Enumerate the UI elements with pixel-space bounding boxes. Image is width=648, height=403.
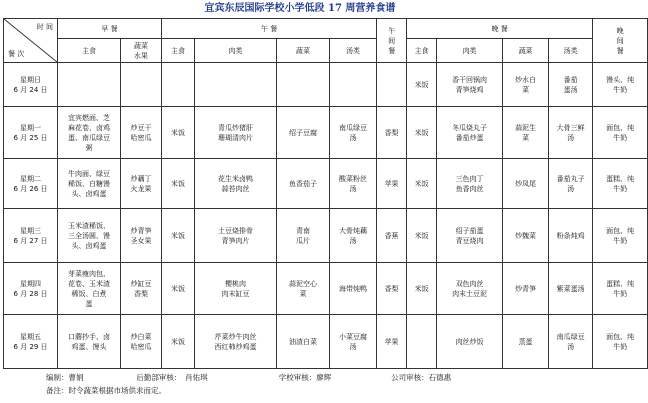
table-row [4, 107, 648, 159]
day-cell: 星期四 6 月 28 日 [4, 263, 58, 315]
lunch-soup-cell: 海带炖鸭 [330, 263, 377, 315]
dinner-soup-cell: 番茄 蛋汤 [549, 63, 593, 107]
lunch-soup-cell: 酸菜粉丝 汤 [330, 159, 377, 209]
day-cell: 星期三 6 月 27 日 [4, 209, 58, 263]
company-review-label: 公司审核：石德惠 [391, 373, 452, 382]
subheader-dinner-staple: 主食 [407, 39, 437, 63]
night-snack-cell: 蛋糕、纯 牛奶 [593, 159, 648, 209]
corner-header [4, 19, 58, 63]
subheader-dinner-soup: 汤类 [549, 39, 593, 63]
breakfast-veg-cell [121, 63, 162, 107]
lunch-staple-cell: 米饭 [162, 159, 195, 209]
dinner-veg-cell: 炒水白 菜 [503, 63, 549, 107]
night-snack-cell: 面包、纯 牛奶 [593, 107, 648, 159]
subheader-lunch-staple: 主食 [162, 39, 195, 63]
subheader-dinner-meat: 肉类 [437, 39, 503, 63]
header-breakfast: 早 餐 [58, 19, 162, 39]
dinner-soup-cell: 粉条炖鸡 [549, 209, 593, 263]
dinner-soup-cell: 紫菜蛋汤 [549, 263, 593, 315]
snack-cell: 香蕉 [377, 209, 407, 263]
dinner-veg-cell: 炒凤尾 [503, 159, 549, 209]
lunch-soup-cell [330, 63, 377, 107]
snack-cell [377, 63, 407, 107]
night-snack-cell: 馒头、纯 牛奶 [593, 63, 648, 107]
breakfast-staple-cell [58, 63, 121, 107]
dinner-veg-cell: 炒魏菜 [503, 209, 549, 263]
dinner-staple-cell: 米饭 [407, 107, 437, 159]
lunch-meat-cell: 芹菜炒牛肉丝 西红柿炒鸡蛋 [195, 315, 277, 369]
breakfast-veg-cell: 炒豆干 哈密瓜 [121, 107, 162, 159]
subheader-breakfast-veg: 蔬菜 水果 [121, 39, 162, 63]
lunch-staple-cell: 米饭 [162, 107, 195, 159]
lunch-veg-cell: 青南 瓜片 [277, 209, 330, 263]
lunch-staple-cell: 米饭 [162, 209, 195, 263]
day-cell: 星期二 6 月 26 日 [4, 159, 58, 209]
signature-line [46, 372, 451, 383]
day-cell: 星期一 6 月 25 日 [4, 107, 58, 159]
dinner-meat-cell: 三色肉丁 鱼香肉丝 [437, 159, 503, 209]
corner-meal-label: 餐 次 [8, 50, 25, 58]
table-row [4, 315, 648, 369]
table-row [4, 209, 648, 263]
lunch-soup-cell: 小菜豆腐 汤 [330, 315, 377, 369]
night-snack-cell: 面包、纯 牛奶 [593, 315, 648, 369]
subheader-lunch-meat: 肉类 [195, 39, 277, 63]
lunch-staple-cell: 米饭 [162, 315, 195, 369]
snack-cell: 香梨 [377, 107, 407, 159]
dinner-soup-cell: 南瓜绿豆 汤 [549, 315, 593, 369]
lunch-veg-cell: 绍子豆腐 [277, 107, 330, 159]
snack-cell: 苹果 [377, 315, 407, 369]
lunch-staple-cell [162, 63, 195, 107]
dinner-staple-cell: 米饭 [407, 63, 437, 107]
breakfast-staple-cell: 玉米渣稀饭、 三全汤圆、馒 头、卤鸡蛋 [58, 209, 121, 263]
lunch-soup-cell: 南瓜绿豆 汤 [330, 107, 377, 159]
dinner-meat-cell: 冬瓜烧丸子 番茄炒蛋 [437, 107, 503, 159]
lunch-meat-cell [195, 63, 277, 107]
header-snack: 午 间 餐 [377, 19, 407, 63]
table-row [4, 63, 648, 107]
table-row [4, 263, 648, 315]
corner-time-label: 时 间 [36, 23, 53, 31]
subheader-lunch-soup: 汤类 [330, 39, 377, 63]
snack-cell: 苹果 [377, 159, 407, 209]
lunch-veg-cell [277, 63, 330, 107]
dinner-soup-cell: 大骨三鲜 汤 [549, 107, 593, 159]
lunch-veg-cell: 油渣白菜 [277, 315, 330, 369]
breakfast-staple-cell: 牛肉面、绿豆 稀饭、白糖馒 头、卤鸡蛋 [58, 159, 121, 209]
breakfast-veg-cell: 炒缸豆 香梨 [121, 263, 162, 315]
dinner-staple-cell: 米饭 [407, 159, 437, 209]
dinner-soup-cell: 番茄丸子 汤 [549, 159, 593, 209]
editor-label: 编制：曹娟 [46, 373, 84, 382]
school-review-label: 学校审核：廖辉 [278, 373, 332, 382]
night-snack-cell: 蛋糕、纯 牛奶 [593, 263, 648, 315]
day-cell: 星期五 6 月 29 日 [4, 315, 58, 369]
subheader-breakfast-staple: 主食 [58, 39, 121, 63]
table-row [4, 159, 648, 209]
breakfast-staple-cell: 宜宾燃面、芝 麻花卷、卤鸡 蛋、南瓜绿豆 粥 [58, 107, 121, 159]
subheader-dinner-veg: 蔬菜 [503, 39, 549, 63]
lunch-meat-cell: 樱桃肉 肉末缸豆 [195, 263, 277, 315]
dinner-meat-cell: 双色肉丝 肉末土豆泥 [437, 263, 503, 315]
lunch-meat-cell: 青瓜炒猪肝 珊瑚清肉片 [195, 107, 277, 159]
dinner-staple-cell: 米饭 [407, 263, 437, 315]
breakfast-staple-cell: 芽菜瘦肉包、 花卷、玉米渣 稀饭、白煮 蛋 [58, 263, 121, 315]
lunch-soup-cell: 大骨炖藕 汤 [330, 209, 377, 263]
dinner-meat-cell: 绍子茄蛋 青豆烧肉 [437, 209, 503, 263]
night-snack-cell: 面包、纯 牛奶 [593, 209, 648, 263]
lunch-meat-cell: 土豆烧排骨 青笋肉片 [195, 209, 277, 263]
breakfast-staple-cell: 口蘑抄手、卤 鸡蛋、馒头 [58, 315, 121, 369]
footnote: 备注：时令蔬菜根据市场供求而定。 [46, 386, 166, 395]
dinner-meat-cell: 肉丝炒饭 [437, 315, 503, 369]
menu-table [3, 18, 648, 369]
day-cell: 星期日 6 月 24 日 [4, 63, 58, 107]
breakfast-veg-cell: 炒白菜 哈密瓜 [121, 315, 162, 369]
dinner-veg-cell: 蒜泥生 菜 [503, 107, 549, 159]
breakfast-veg-cell: 炒青笋 圣女果 [121, 209, 162, 263]
lunch-staple-cell: 米饭 [162, 263, 195, 315]
dinner-staple-cell: 米饭 [407, 209, 437, 263]
breakfast-veg-cell: 炒藕丁 火龙果 [121, 159, 162, 209]
page-title: 宜宾东辰国际学校小学低段 17 周营养食谱 [204, 3, 396, 14]
dinner-meat-cell: 香干回锅肉 青笋烧鸡 [437, 63, 503, 107]
logistics-review-label: 后勤部审核： 肖佑琪 [136, 373, 208, 382]
header-night: 晚 间 餐 [593, 19, 648, 63]
dinner-staple-cell [407, 315, 437, 369]
dinner-veg-cell: 炒青笋 [503, 263, 549, 315]
lunch-veg-cell: 蒜泥空心 菜 [277, 263, 330, 315]
subheader-lunch-veg: 蔬菜 [277, 39, 330, 63]
dinner-veg-cell: 蒸蛋 [503, 315, 549, 369]
header-dinner: 晚 餐 [407, 19, 593, 39]
header-lunch: 午 餐 [162, 19, 377, 39]
lunch-veg-cell: 鱼香茄子 [277, 159, 330, 209]
lunch-meat-cell: 花生米卤鸭 蒜苔肉丝 [195, 159, 277, 209]
snack-cell: 香梨 [377, 263, 407, 315]
